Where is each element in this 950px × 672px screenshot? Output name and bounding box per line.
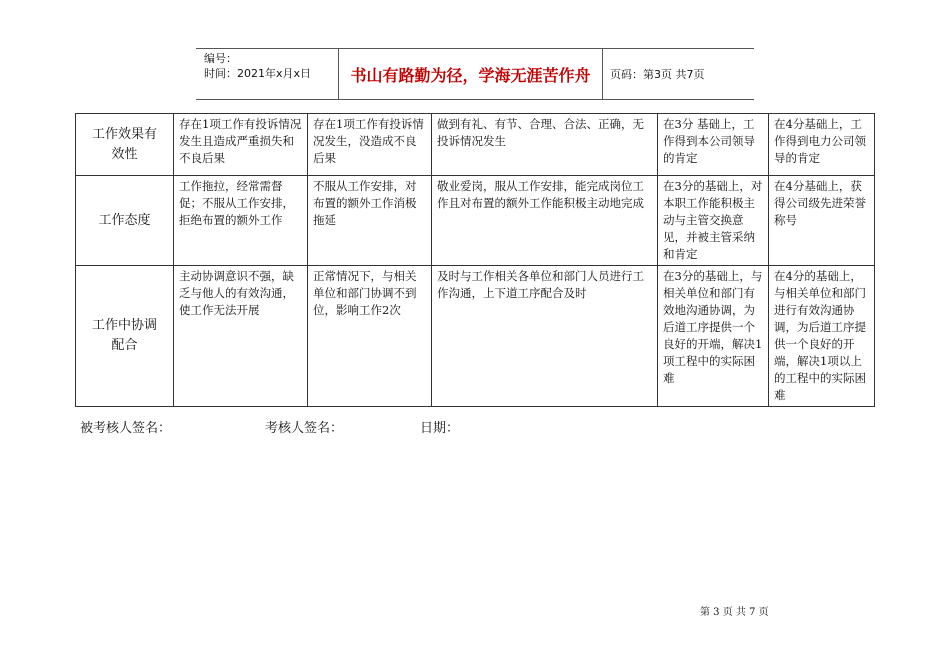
table-cell: 在4分的基础上，与相关单位和部门进行有效沟通协调，为后道工序提供一个良好的开端，解决1项以上的工程中的实际困难: [769, 266, 875, 407]
row-category: 工作效果有效性: [76, 114, 174, 176]
table-cell: 工作拖拉，经常需督促；不服从工作安排，拒绝布置的额外工作: [174, 176, 308, 266]
row-category: 工作态度: [76, 176, 174, 266]
page-footer: 第 3 页 共 7 页: [700, 607, 769, 618]
page-info: 页码：第3页 共7页: [610, 68, 705, 81]
table-cell: 及时与工作相关各单位和部门人员进行工作沟通，上下道工序配合及时: [432, 266, 658, 407]
table-cell: 做到有礼、有节、合理、合法、正确，无投诉情况发生: [432, 114, 658, 176]
motto: 书山有路勤为径，学海无涯苦作舟: [339, 49, 603, 99]
table-cell: 存在1项工作有投诉情况发生且造成严重损失和不良后果: [174, 114, 308, 176]
table-cell: 在4分基础上，获得公司级先进荣誉称号: [769, 176, 875, 266]
table-cell: 在3分 基础上，工作得到本公司领导的肯定: [658, 114, 769, 176]
header-meta: [196, 49, 339, 99]
table-cell: 在4分基础上，工作得到电力公司领导的肯定: [769, 114, 875, 176]
examiner-signature-label: 考核人签名：: [265, 421, 344, 436]
page-header: [196, 48, 754, 100]
evaluation-table: [75, 113, 875, 407]
table-cell: 不服从工作安排，对布置的额外工作消极拖延: [308, 176, 432, 266]
examinee-signature-label: 被考核人签名：: [80, 421, 172, 436]
table-cell: 正常情况下，与相关单位和部门协调不到位，影响工作2次: [308, 266, 432, 407]
time-label: 时间：2021年x月x日: [204, 67, 312, 80]
table-row: [76, 176, 875, 266]
table-cell: 在3分的基础上，对本职工作能积极主动与主管交换意见，并被主管采纳和肯定: [658, 176, 769, 266]
table-row: [76, 266, 875, 407]
table-row: [76, 114, 875, 176]
table-cell: 在3分的基础上，与相关单位和部门有效地沟通协调，为后道工序提供一个良好的开端，解决1项工程中的实际困难: [658, 266, 769, 407]
date-label: 日期：: [420, 421, 460, 436]
table-cell: 敬业爱岗，服从工作安排，能完成岗位工作且对布置的额外工作能积极主动地完成: [432, 176, 658, 266]
number-label: 编号：: [204, 52, 237, 65]
table-cell: 存在1项工作有投诉情况发生，没造成不良后果: [308, 114, 432, 176]
row-category: 工作中协调配合: [76, 266, 174, 407]
table-cell: 主动协调意识不强，缺乏与他人的有效沟通，使工作无法开展: [174, 266, 308, 407]
